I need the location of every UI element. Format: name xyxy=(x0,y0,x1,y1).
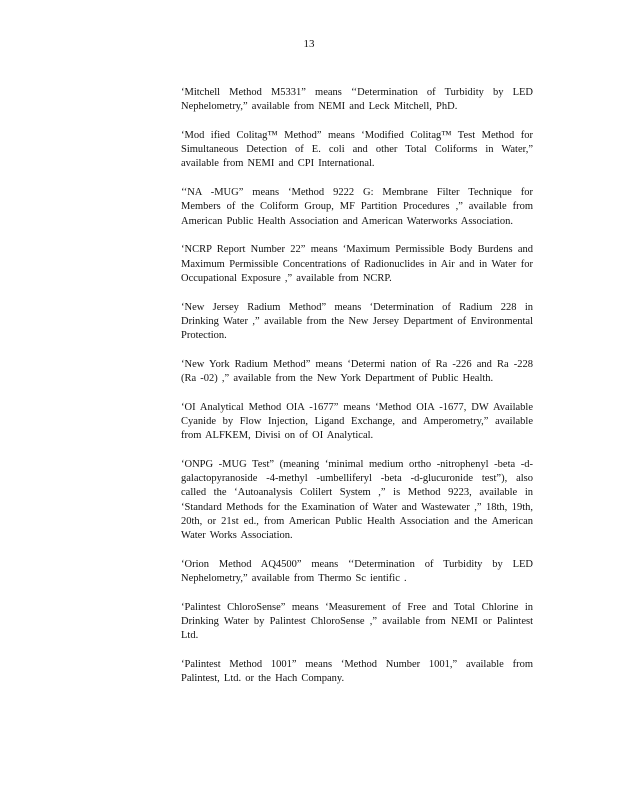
definition-palintest-chlorosense: ‘Palintest ChloroSense” means ‘Measurement of Free and Total Chlorine in Drinking Water by Palintest ChloroSense ,” available from NEMI or Palintest Ltd. xyxy=(181,601,533,642)
definition-orion-aq4500: ‘Orion Method AQ4500” means ‘‘Determination of Turbidity by LED Nephelometry,” available from Thermo Sc ientific . xyxy=(181,558,533,585)
definition-na-mug: ‘‘NA -MUG” means ‘Method 9222 G: Membrane Filter Technique for Members of the Coliform Group, MF Partition Procedures ,” available from American Public Health Association and American Waterworks Association. xyxy=(181,187,533,227)
page-number: 13 xyxy=(303,38,315,50)
definition-ncrp-report-22: ‘NCRP Report Number 22” means ‘Maximum Permissible Body Burdens and Maximum Permissible Concentrations of Radionuclides in Air and in Water for Occupational Exposure ,” available from NCRP. xyxy=(181,244,533,284)
definition-mitchell-m5331: ‘Mitchell Method M5331” means ‘‘Determination of Turbidity by LED Nephelometry,” available from NEMI and Leck Mitchell, PhD. xyxy=(181,87,533,113)
definition-onpg-mug-test: ‘ONPG -MUG Test” (meaning ‘minimal medium ortho -nitrophenyl -beta -d-galactopyranoside -4-methyl -umbelliferyl -beta -d-glucuronide test”), also called the ‘Autoanalysis Colilert System ,” is Method 9223, available in ‘Standard Methods for the Examination of Water and Wastewater ,” 18th, 19th, 20th, or 21st ed., from American Public Health Association and the American Water Works Association. xyxy=(181,459,533,542)
definition-oi-analytical-oia-1677: ‘OI Analytical Method OIA -1677” means ‘Method OIA -1677, DW Available Cyanide by Flow Injection, Ligand Exchange, and Amperometry,” available from ALFKEM, Divisi on of OI Analytical. xyxy=(181,401,533,442)
definitions-list xyxy=(181,86,533,701)
definition-modified-colitag: ‘Mod ified Colitag™ Method” means ‘Modified Colitag™ Test Method for Simultaneous Detection of E. coli and other Total Coliforms in Water,” available from NEMI and CPI International. xyxy=(181,130,533,170)
definition-new-york-radium: ‘New York Radium Method” means ‘Determi nation of Ra -226 and Ra -228 (Ra -02) ,” available from the New York Department of Public Health. xyxy=(181,358,533,385)
definition-palintest-1001: ‘Palintest Method 1001” means ‘Method Number 1001,” available from Palintest, Ltd. or the Hach Company. xyxy=(181,659,533,685)
definition-new-jersey-radium: ‘New Jersey Radium Method” means ‘Determination of Radium 228 in Drinking Water ,” available from the New Jersey Department of Environmental Protection. xyxy=(181,301,533,342)
